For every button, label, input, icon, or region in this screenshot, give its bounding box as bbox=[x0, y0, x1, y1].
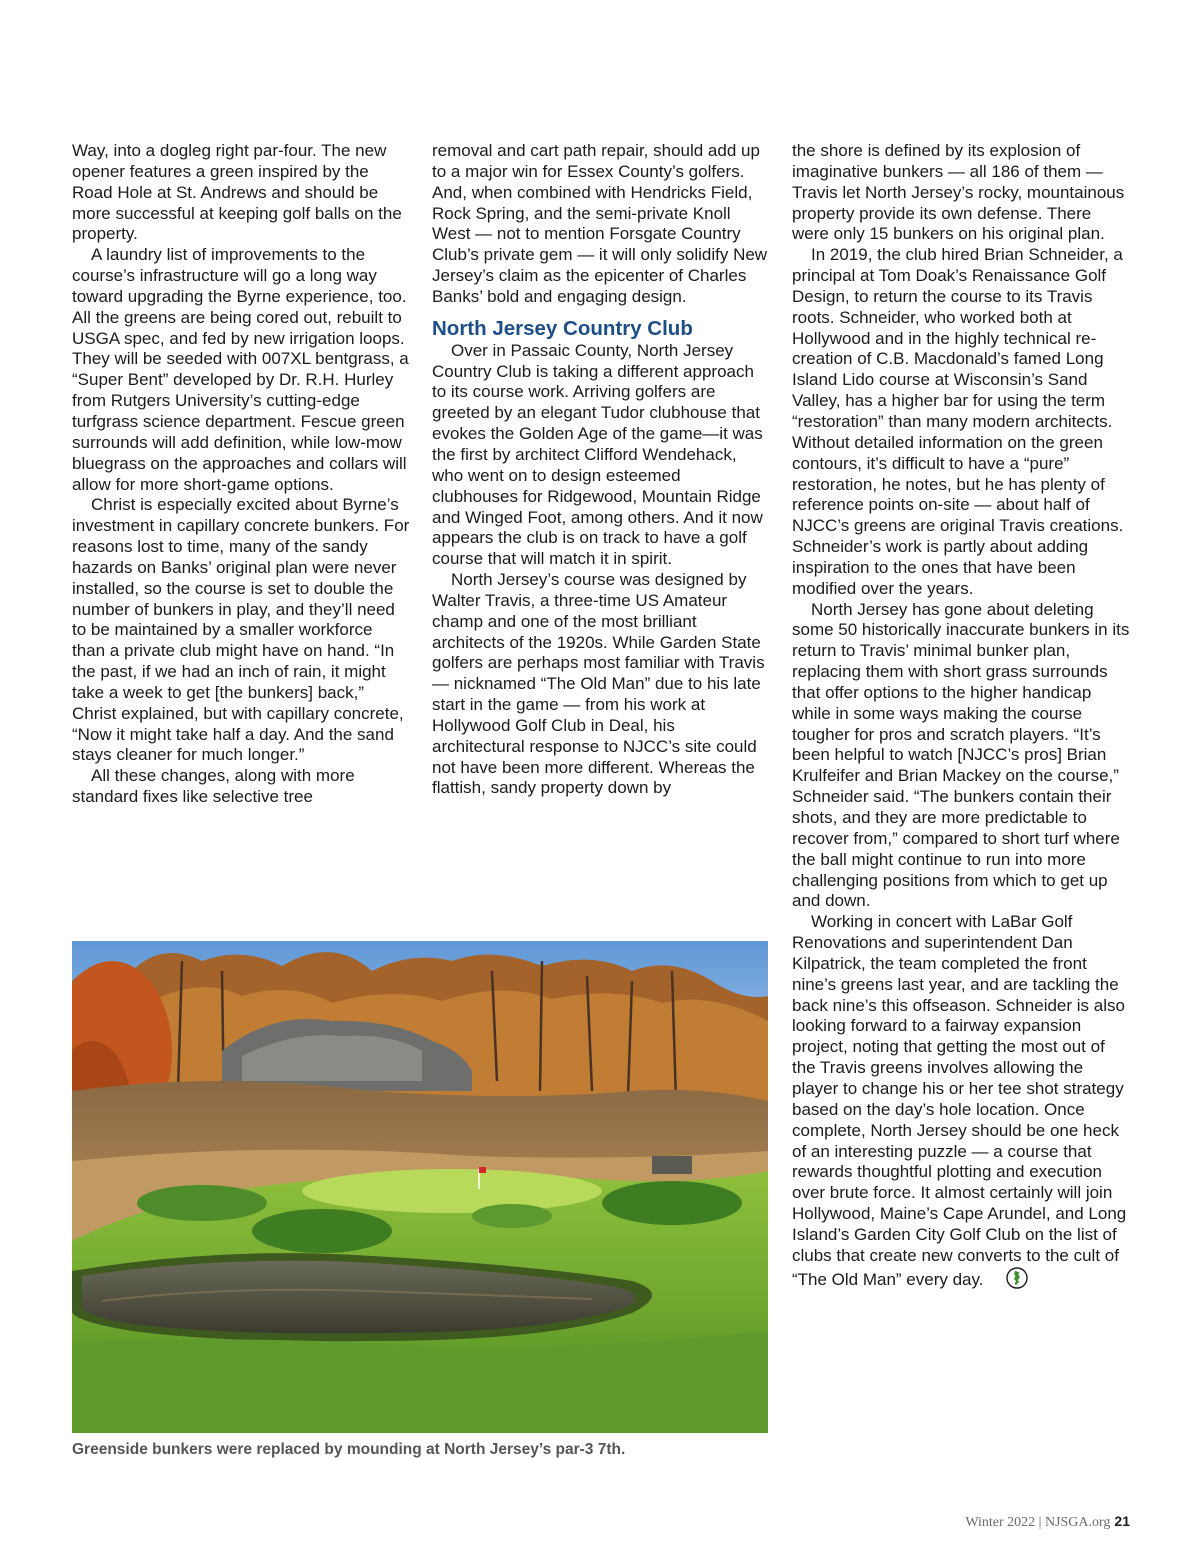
paragraph: In 2019, the club hired Brian Schneider, a principal at Tom Doak’s Renaissance Golf Design, to return the course to its Travis roots. Schneider, who worked both at Hollywood and in the highly technical re-creation of C.B. Macdonald’s famed Long Island Lido course at Wisconsin’s Sand Valley, has a higher bar for using the term “restoration” than many modern architects. Without detailed information on the green contours, it’s difficult to have a “pure” restoration, he notes, but he has plenty of reference points on-site — about half of NJCC’s greens are original Travis creations. Schneider’s work is partly about adding inspiration to the ones that have been modified over the years. bbox=[792, 245, 1124, 598]
paragraph: North Jersey’s course was designed by Walter Travis, a three-time US Amateur champ and one of the most brilliant architects of the 1920s. While Garden State golfers are perhaps most familiar with Travis — nicknamed “The Old Man” due to his late start in the game — from his work at Hollywood Golf Club in Deal, his architectural response to NJCC’s site could not have been more different. Whereas the flattish, sandy property down by bbox=[432, 570, 765, 798]
article-column-1 bbox=[72, 141, 410, 808]
paragraph-final bbox=[792, 912, 1132, 1294]
paragraph: All these changes, along with more standard fixes like selective tree bbox=[72, 766, 355, 807]
paragraph: the shore is defined by its explosion of imaginative bunkers — all 186 of them — Travis let North Jersey’s rocky, mountainous property provide its own defense. There were only 15 bunkers on his original plan. bbox=[792, 141, 1125, 244]
article-column-3 bbox=[792, 141, 1132, 1294]
paragraph: Over in Passaic County, North Jersey Country Club is taking a different approach to its course work. Arriving golfers are greeted by an elegant Tudor clubhouse that evokes the Golden Age of the game—it was the first by architect Clifford Wendehack, who went on to design esteemed clubhouses for Ridgewood, Mountain Ridge and Winged Foot, among others. And it now appears the club is on track to have a golf course that will match it in spirit. bbox=[432, 340, 763, 569]
golf-course-photo bbox=[72, 941, 768, 1433]
paragraph: A laundry list of improvements to the course’s infrastructure will go a long way toward upgrading the Byrne experience, too. All the greens are being cored out, rebuilt to USGA spec, and fed by new irrigation loops. They will be seeded with 007XL bentgrass, a “Super Bent” developed by Dr. R.H. Hurley from Rutgers University’s cutting-edge turfgrass science department. Fescue green surrounds will add definition, while low-mow bluegrass on the approaches and collars will allow for more short-game options. bbox=[72, 245, 409, 494]
njsga-state-logo-icon bbox=[987, 1267, 1028, 1295]
issue-label: Winter 2022 | NJSGA.org bbox=[965, 1515, 1111, 1530]
page-number: 21 bbox=[1114, 1513, 1130, 1529]
paragraph: removal and cart path repair, should add up to a major win for Essex County’s golfers. And, when combined with Hendricks Field, Rock Spring, and the semi-private Knoll West — not to mention Forsgate Country Club’s private gem — it will only solidify New Jersey’s claim as the epicenter of Charles Banks’ bold and engaging design. bbox=[432, 141, 768, 306]
photo-caption: Greenside bunkers were replaced by mounding at North Jersey’s par-3 7th. bbox=[72, 1441, 626, 1458]
article-column-2 bbox=[432, 141, 768, 799]
paragraph: Way, into a dogleg right par-four. The new opener features a green inspired by the Road Hole at St. Andrews and should be more successful at keeping golf balls on the property. bbox=[72, 141, 402, 244]
paragraph: North Jersey has gone about deleting some 50 historically inaccurate bunkers in its return to Travis’ minimal bunker plan, replacing them with short grass surrounds that offer options to the higher handicap while in some ways making the course tougher for pros and scratch players. “It’s been helpful to watch [NJCC’s pros] Brian Krulfeifer and Brian Mackey on the course,” Schneider said. “The bunkers contain their shots, and they are more predictable to recover from,” compared to short turf where the ball might continue to run into more challenging positions from which to get up and down. bbox=[792, 599, 1130, 911]
paragraph: Christ is especially excited about Byrne’s investment in capillary concrete bunkers. For reasons lost to time, many of the sandy hazards on Banks’ original plan were never installed, so the course is set to double the number of bunkers in play, and they’ll need to be maintained by a smaller workforce than a private club might have on hand. “In the past, if we had an inch of rain, it might take a week to get [the bunkers] back,” Christ explained, but with capillary concrete, “Now it might take half a day. And the sand stays cleaner for much longer.” bbox=[72, 495, 410, 765]
section-heading: North Jersey Country Club bbox=[432, 316, 693, 340]
paragraph-text: Working in concert with LaBar Golf Renovations and superintendent Dan Kilpatrick, the team completed the front nine’s greens last year, and are tackling the back nine’s this offseason. Schneider is also looking forward to a fairway expansion project, noting that getting the most out of the Travis greens involves allowing the player to change his or her tee shot strategy based on the day’s hole location. Once complete, North Jersey should be one heck of an interesting puzzle — a course that rewards thoughtful plotting and execution over brute force. It almost certainly will join Hollywood, Maine’s Cape Arundel, and Long Island’s Garden City Golf Club on the list of clubs that create new converts to the cult of “The Old Man” every day. bbox=[792, 912, 1127, 1289]
page-footer bbox=[900, 1512, 1130, 1532]
